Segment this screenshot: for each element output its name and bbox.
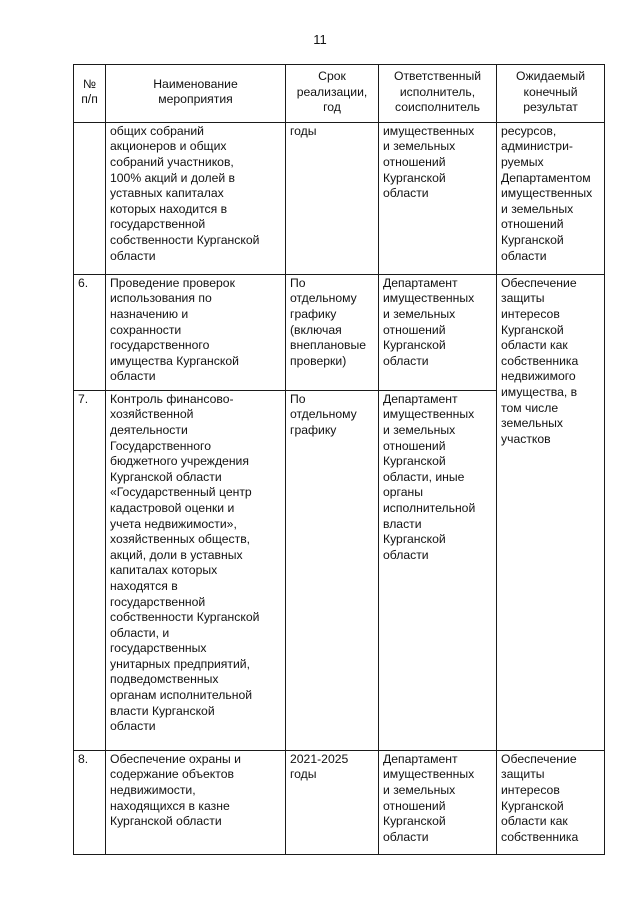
row-number: 7. xyxy=(74,390,106,750)
row-term: годы xyxy=(286,122,379,274)
table-row xyxy=(74,750,605,854)
table-header-row xyxy=(74,65,605,123)
row-result: ресурсов, администри- руемых Департаментом имущественных и земельных отношений Курганской области xyxy=(497,122,605,274)
row-result: Обеспечение защиты интересов Курганской области как собственника недвижимого имущества, в том числе земельных участков xyxy=(497,274,605,750)
row-name: Контроль финансово- хозяйственной деятельности Государственного бюджетного учреждения Курганской области «Государственный центр кадастровой оценки и учета недвижимости», хозяйственных обществ, акций, доли в уставных капиталах которых находятся в государственной собственности Курганской области, и государственных унитарных предприятий, подведомственных органам исполнительной власти Курганской области xyxy=(106,390,286,750)
row-number: 8. xyxy=(74,750,106,854)
header-executor: Ответственный исполнитель, соисполнитель xyxy=(379,65,497,123)
row-term: По отдельному графику xyxy=(286,390,379,750)
row-term: По отдельному графику (включая внеплановые проверки) xyxy=(286,274,379,390)
row-executor: Департамент имущественных и земельных отношений Курганской области, иные органы исполнительной власти Курганской области xyxy=(379,390,497,750)
header-number: № п/п xyxy=(74,65,106,123)
table-row xyxy=(74,122,605,274)
row-term: 2021-2025 годы xyxy=(286,750,379,854)
table-row xyxy=(74,274,605,390)
row-name: Обеспечение охраны и содержание объектов недвижимости, находящихся в казне Курганской области xyxy=(106,750,286,854)
row-name: Проведение проверок использования по назначению и сохранности государственного имущества Курганской области xyxy=(106,274,286,390)
row-result: Обеспечение защиты интересов Курганской области как собственника xyxy=(497,750,605,854)
page-number: 11 xyxy=(313,32,327,47)
row-executor: Департамент имущественных и земельных отношений Курганской области xyxy=(379,750,497,854)
row-number: 6. xyxy=(74,274,106,390)
row-executor: Департамент имущественных и земельных отношений Курганской области xyxy=(379,274,497,390)
row-name: общих собраний акционеров и общих собраний участников, 100% акций и долей в уставных капиталах которых находится в государственной собственности Курганской области xyxy=(106,122,286,274)
measures-table xyxy=(73,64,605,855)
row-number xyxy=(74,122,106,274)
header-result: Ожидаемый конечный результат xyxy=(497,65,605,123)
header-name: Наименование мероприятия xyxy=(106,65,286,123)
row-executor: имущественных и земельных отношений Курганской области xyxy=(379,122,497,274)
header-term: Срок реализации, год xyxy=(286,65,379,123)
